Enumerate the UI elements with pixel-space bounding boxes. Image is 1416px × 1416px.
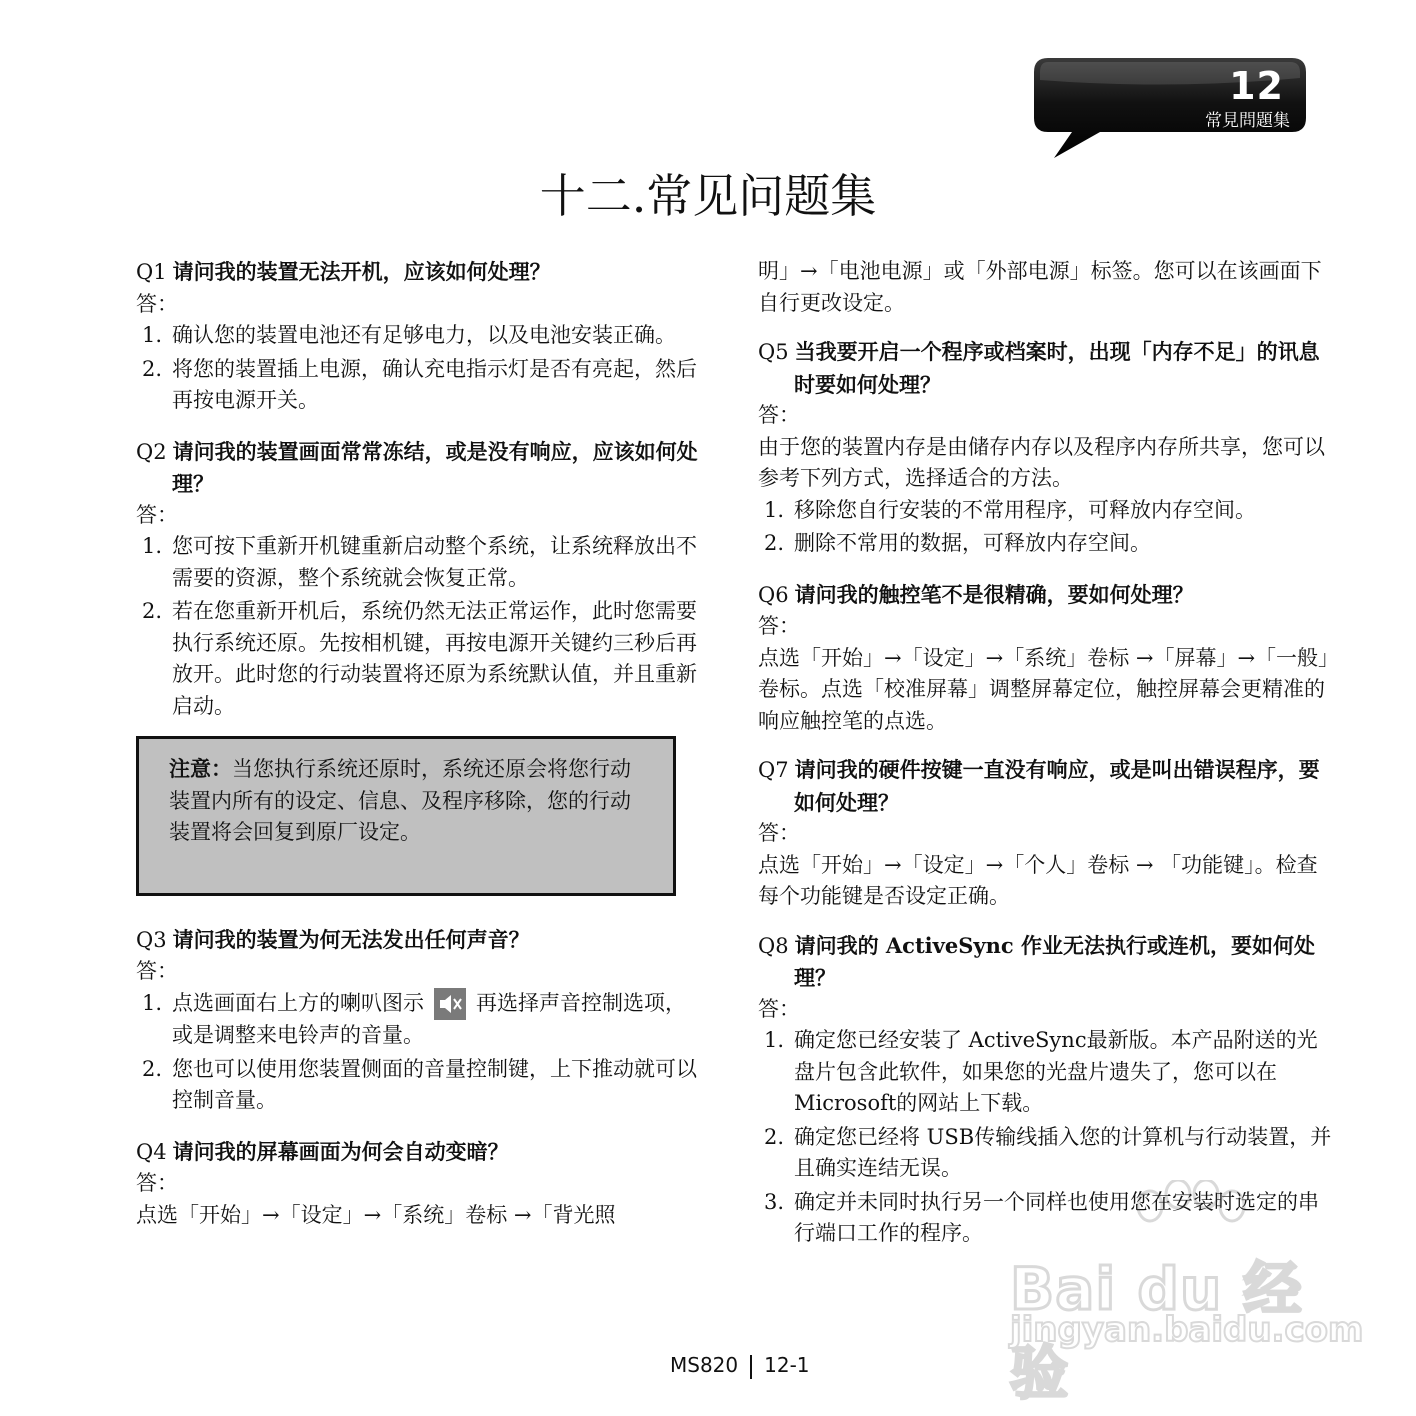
answer-q6: 点选「开始」→「设定」→「系统」卷标 →「屏幕」→「一般」卷标。点选「校准屏幕」调整屏幕定位，触控屏幕会更精准的响应触控笔的点选。 (758, 645, 1329, 733)
list-item: 1. 确定您已经安装了 ActiveSync最新版。本产品附送的光盘片包含此软件，如果您的光盘片遗失了，您可以在 Microsoft的网站上下载。 (764, 1028, 1318, 1115)
note-label: 注意： (169, 756, 232, 781)
watermark-logo: Bai du 经验 (1010, 1255, 1303, 1407)
answer-label: 答： (136, 502, 178, 527)
note-box (136, 736, 676, 896)
question-q1: Q1 请问我的装置无法开机，应该如何处理？ (136, 259, 551, 284)
list-item: 2. 删除不常用的数据，可释放内存空间。 (764, 531, 1151, 555)
note-text: 当您执行系统还原时，系统还原会将您行动装置内所有的设定、信息、及程序移除，您的行动装置将会回复到原厂设定。 (169, 757, 631, 844)
footer-divider (750, 1355, 752, 1379)
answer-label: 答： (758, 996, 800, 1021)
question-q2: Q2 请问我的装置画面常常冻结，或是没有响应，应该如何处理？ (136, 438, 698, 496)
question-q4: Q4 请问我的屏幕画面为何会自动变暗？ (136, 1138, 509, 1164)
list-item: 1. 确认您的装置电池还有足够电力，以及电池安装正确。 (142, 323, 676, 347)
answer-label: 答： (136, 291, 178, 316)
speaker-mute-icon (434, 988, 466, 1020)
question-q5: Q5 当我要开启一个程序或档案时，出现「内存不足」的讯息时要如何处理？ (758, 339, 1320, 397)
list-item: 2. 若在您重新开机后，系统仍然无法正常运作，此时您需要执行系统还原。先按相机键，再按电源开关键约三秒后再放开。此时您的行动装置将还原为系统默认值，并且重新启动。 (142, 599, 697, 718)
question-q3: Q3 请问我的装置为何无法发出任何声音？ (136, 926, 530, 952)
page-footer (670, 1353, 810, 1379)
chapter-tab (1030, 56, 1308, 158)
answer-label: 答： (136, 959, 178, 983)
answer-q4-continued: 明」→「电池电源」或「外部电源」标签。您可以在该画面下自行更改设定。 (758, 259, 1322, 315)
list-item: 2. 您也可以使用您装置侧面的音量控制键，上下推动就可以控制音量。 (142, 1056, 697, 1112)
answer-list-q2 (136, 531, 704, 722)
paw-icon (1120, 1180, 1260, 1250)
question-q6: Q6 请问我的触控笔不是很精确，要如何处理？ (758, 581, 1194, 607)
model-name: MS820 (670, 1353, 739, 1377)
list-item: 1. 移除您自行安装的不常用程序，可释放内存空间。 (764, 497, 1256, 522)
list-item: 2. 确定您已经将 USB传输线插入您的计算机与行动装置，并且确实连结无误。 (764, 1124, 1332, 1180)
left-column (136, 256, 704, 1231)
baidu-watermark (1000, 1180, 1364, 1407)
answer-label: 答： (758, 403, 800, 427)
answer-list-q3 (136, 988, 704, 1117)
list-item: 1. 您可按下重新开机键重新启动整个系统，让系统释放出不需要的资源，整个系统就会恢复正常。 (142, 534, 697, 590)
list-item: 1. 点选画面右上方的喇叭图示 再选择声音控制选项，或是调整来电铃声的音量。 (136, 988, 704, 1052)
chapter-label: 常見問題集 (1205, 111, 1290, 131)
answer-label: 答： (758, 614, 800, 638)
page-title: 十二.常见问题集 (539, 169, 877, 223)
answer-list-q1 (136, 320, 704, 417)
question-q7: Q7 请问我的硬件按键一直没有响应，或是叫出错误程序，要如何处理？ (758, 757, 1320, 815)
answer-q7: 点选「开始」→「设定」→「个人」卷标 → 「功能键」。检查每个功能键是否设定正确。 (758, 852, 1318, 908)
chapter-number: 12 (1229, 64, 1284, 108)
answer-q4: 点选「开始」→「设定」→「系统」卷标 →「背光照 (136, 1202, 616, 1227)
right-column (758, 256, 1336, 1252)
page-number: 12-1 (764, 1353, 810, 1377)
answer-q5-intro: 由于您的装置内存是由储存内存以及程序内存所共享，您可以参考下列方式，选择适合的方法。 (758, 434, 1325, 490)
list-item: 2. 将您的装置插上电源，确认充电指示灯是否有亮起，然后再按电源开关。 (142, 356, 697, 412)
answer-label: 答： (758, 821, 800, 845)
answer-list-q5 (758, 495, 1336, 560)
list-item: 3. 确定并未同时执行另一个同样也使用您在安装时选定的串行端口工作的程序。 (764, 1189, 1319, 1245)
answer-label: 答： (136, 1171, 178, 1195)
watermark-url: jingyan.baidu.com (1010, 1310, 1364, 1350)
question-q8: Q8 请问我的 ActiveSync 作业无法执行或连机，要如何处理？ (758, 932, 1315, 990)
